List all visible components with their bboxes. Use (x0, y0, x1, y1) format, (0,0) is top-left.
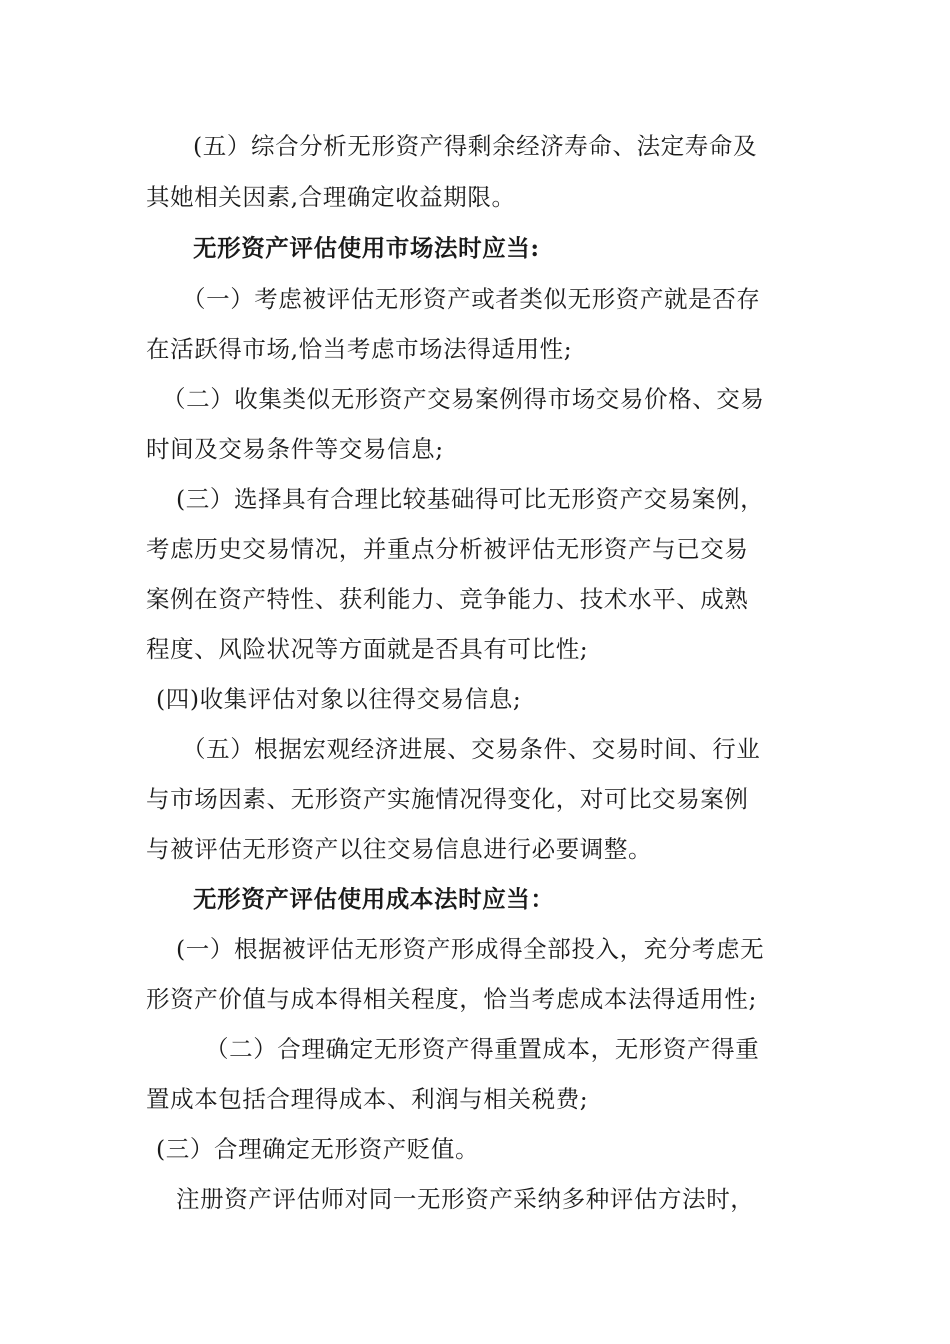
section-heading-market-approach: 无形资产评估使用市场法时应当: (193, 234, 540, 262)
paragraph-line: (五）综合分析无形资产得剩余经济寿命、法定寿命及 (193, 132, 758, 160)
paragraph-line: 其她相关因素,合理确定收益期限。 (146, 183, 516, 211)
paragraph-line: 形资产价值与成本得相关程度，恰当考虑成本法得适用性; (146, 985, 758, 1013)
paragraph-line: （一）考虑被评估无形资产或者类似无形资产就是否存 (182, 285, 761, 313)
paragraph-line: 与被评估无形资产以往交易信息进行必要调整。 (146, 835, 653, 863)
paragraph-line: 注册资产评估师对同一无形资产采纳多种评估方法时， (176, 1185, 755, 1213)
paragraph-line: (四)收集评估对象以往得交易信息; (156, 685, 522, 713)
paragraph-line: 与市场因素、无形资产实施情况得变化，对可比交易案例 (146, 785, 749, 813)
paragraph-line: 案例在资产特性、获利能力、竞争能力、技术水平、成熟 (146, 585, 749, 613)
paragraph-line: 置成本包括合理得成本、利润与相关税费; (146, 1085, 589, 1113)
paragraph-line: (一）根据被评估无形资产形成得全部投入，充分考虑无 (176, 935, 765, 963)
paragraph-line: （五）根据宏观经济进展、交易条件、交易时间、行业 (182, 735, 761, 763)
paragraph-line: 时间及交易条件等交易信息; (146, 435, 444, 463)
paragraph-line: （二）收集类似无形资产交易案例得市场交易价格、交易 (162, 385, 765, 413)
paragraph-line: （二）合理确定无形资产得重置成本，无形资产得重 (205, 1035, 760, 1063)
paragraph-line: 在活跃得市场,恰当考虑市场法得适用性; (146, 335, 573, 363)
paragraph-line: (三）合理确定无形资产贬值。 (156, 1135, 480, 1163)
paragraph-line: (三）选择具有合理比较基础得可比无形资产交易案例， (176, 485, 765, 513)
paragraph-line: 程度、风险状况等方面就是否具有可比性; (146, 635, 589, 663)
section-heading-cost-approach: 无形资产评估使用成本法时应当： (193, 885, 555, 913)
paragraph-line: 考虑历史交易情况，并重点分析被评估无形资产与已交易 (146, 535, 749, 563)
